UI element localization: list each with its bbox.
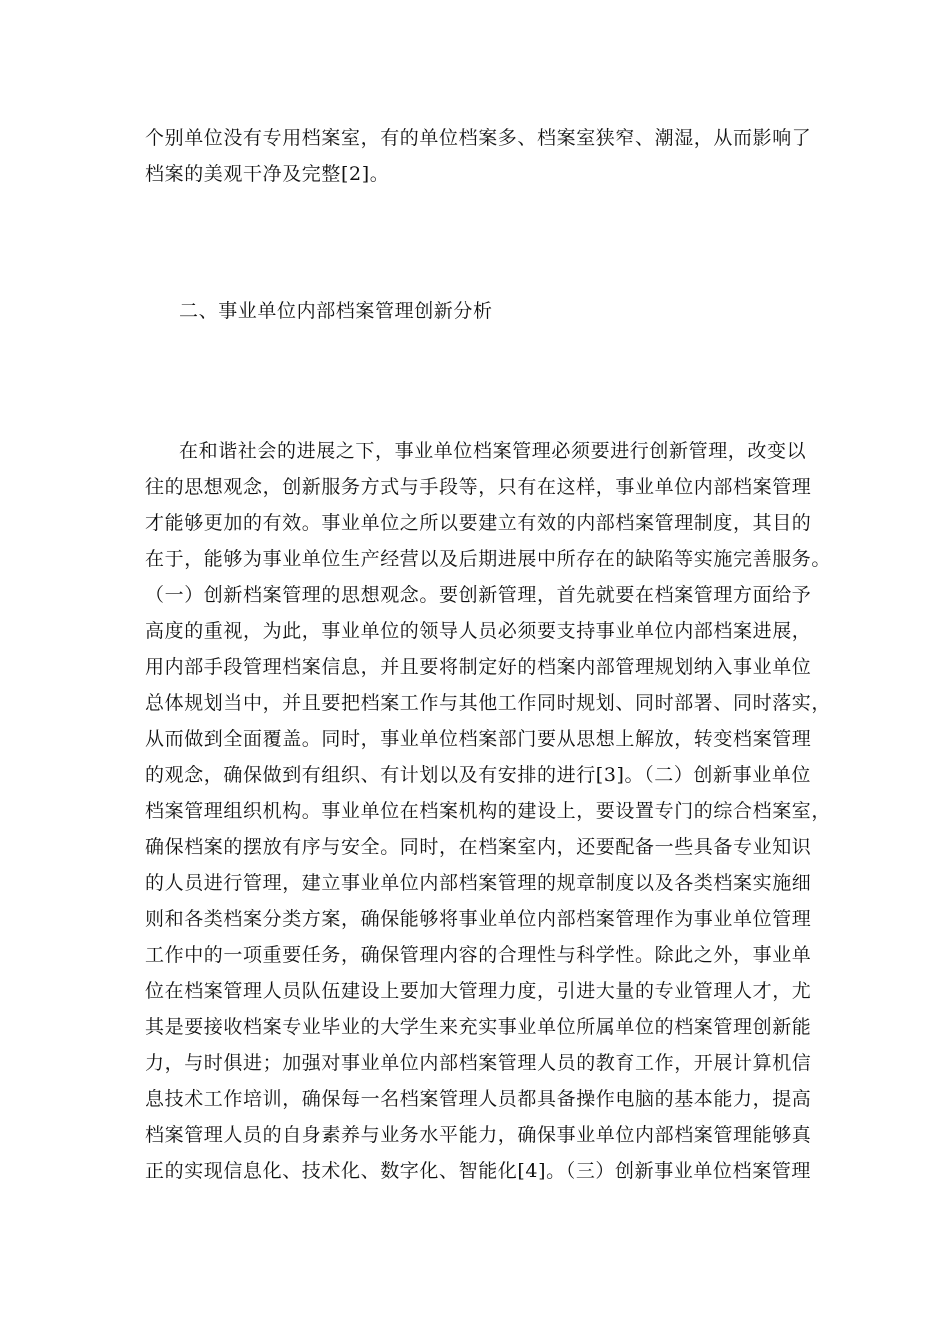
paragraph-line: 的观念，确保做到有组织、有计划以及有安排的进行[3]。（二）创新事业单位 bbox=[145, 764, 812, 786]
paragraph-line: 力，与时俱进；加强对事业单位内部档案管理人员的教育工作，开展计算机信 bbox=[145, 1052, 812, 1074]
paragraph-line: 工作中的一项重要任务，确保管理内容的合理性与科学性。除此之外，事业单 bbox=[145, 944, 812, 966]
paragraph-line: 用内部手段管理档案信息，并且要将制定好的档案内部管理规划纳入事业单位 bbox=[145, 656, 812, 678]
paragraph-line: 往的思想观念，创新服务方式与手段等，只有在这样，事业单位内部档案管理 bbox=[145, 476, 812, 498]
paragraph-line: 档案管理组织机构。事业单位在档案机构的建设上，要设置专门的综合档案室， bbox=[145, 800, 832, 822]
paragraph-line: 在于，能够为事业单位生产经营以及后期进展中所存在的缺陷等实施完善服务。 bbox=[145, 548, 832, 570]
paragraph-line: 其是要接收档案专业毕业的大学生来充实事业单位所属单位的档案管理创新能 bbox=[145, 1016, 812, 1038]
paragraph-line: 则和各类档案分类方案，确保能够将事业单位内部档案管理作为事业单位管理 bbox=[145, 908, 812, 930]
paragraph-line: （一）创新档案管理的思想观念。要创新管理，首先就要在档案管理方面给予 bbox=[145, 584, 812, 606]
paragraph-line: 息技术工作培训，确保每一名档案管理人员都具备操作电脑的基本能力，提高 bbox=[145, 1088, 812, 1110]
paragraph-line: 从而做到全面覆盖。同时，事业单位档案部门要从思想上解放，转变档案管理 bbox=[145, 728, 812, 750]
paragraph-line: 的人员进行管理，建立事业单位内部档案管理的规章制度以及各类档案实施细 bbox=[145, 872, 812, 894]
paragraph-line: 总体规划当中，并且要把档案工作与其他工作同时规划、同时部署、同时落实， bbox=[145, 692, 832, 714]
paragraph-line: 档案管理人员的自身素养与业务水平能力，确保事业单位内部档案管理能够真 bbox=[145, 1124, 812, 1146]
paragraph-line: 在和谐社会的进展之下，事业单位档案管理必须要进行创新管理，改变以 bbox=[179, 440, 807, 462]
paragraph-line: 位在档案管理人员队伍建设上要加大管理力度，引进大量的专业管理人才，尤 bbox=[145, 980, 812, 1002]
paragraph-line: 确保档案的摆放有序与安全。同时，在档案室内，还要配备一些具备专业知识 bbox=[145, 836, 812, 858]
section-heading: 二、事业单位内部档案管理创新分析 bbox=[179, 300, 493, 322]
paragraph-line: 正的实现信息化、技术化、数字化、智能化[4]。（三）创新事业单位档案管理 bbox=[145, 1160, 812, 1182]
paragraph-line: 高度的重视，为此，事业单位的领导人员必须要支持事业单位内部档案进展， bbox=[145, 620, 812, 642]
paragraph-line: 个别单位没有专用档案室，有的单位档案多、档案室狭窄、潮湿，从而影响了 bbox=[145, 127, 812, 149]
paragraph-line: 才能够更加的有效。事业单位之所以要建立有效的内部档案管理制度，其目的 bbox=[145, 512, 812, 534]
paragraph-line: 档案的美观干净及完整[2]。 bbox=[145, 163, 390, 185]
